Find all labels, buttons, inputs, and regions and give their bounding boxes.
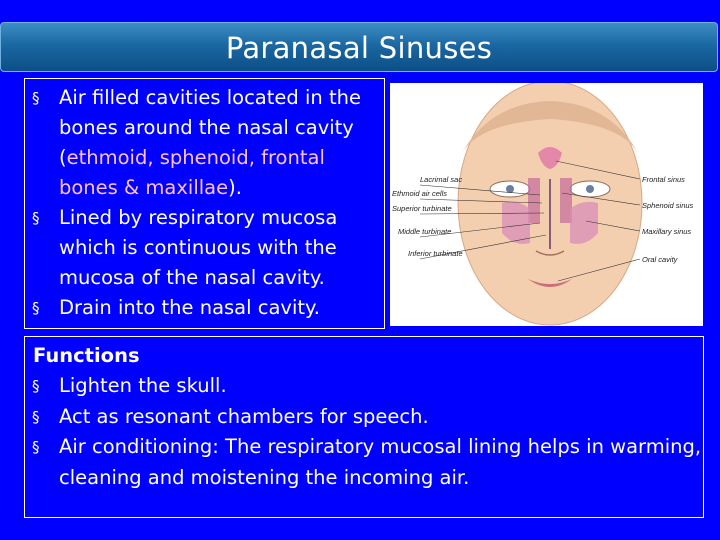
bones-highlight: ethmoid, sphenoid, frontal bones & maxillae [59,146,325,199]
label-oral-cavity: Oral cavity [642,255,678,264]
function-text: Air conditioning: The respiratory mucosal lining helps in warming, cleaning and moistening the incoming air. [59,435,702,489]
functions-heading: Functions [33,344,140,367]
sinus-illustration [390,83,703,326]
bullet-text: located [226,86,299,109]
label-lacrimal-sac: Lacrimal sac [420,175,463,184]
face-sinus-diagram-icon [390,83,703,326]
label-ethmoid-air-cells: Ethmoid air cells [392,189,448,198]
bullet-icon: § [32,299,40,317]
title-bar [0,22,718,72]
bullet-text: Air filled cavities [59,86,227,109]
intro-box [24,78,385,329]
label-sphenoid-sinus: Sphenoid sinus [642,201,694,210]
bullet-icon: § [32,377,40,395]
label-maxillary-sinus: Maxillary sinus [642,227,692,236]
function-item [25,371,703,402]
label-frontal-sinus: Frontal sinus [642,175,685,184]
bullet-icon: § [32,209,40,227]
functions-list [25,371,703,493]
bullet-text: ). [228,176,242,199]
function-item [25,432,703,493]
bullet-text: Lined by respiratory mucosa which is continuous with the mucosa of the nasal cavity. [59,206,338,289]
bullet-icon: § [32,407,40,426]
label-superior-turbinate: Superior turbinate [392,204,452,213]
slide-title: Paranasal Sinuses [225,31,493,65]
label-inferior-turbinate: Inferior turbinate [408,249,463,258]
function-text: Act as resonant chambers for speech. [59,404,429,428]
bullet-text: in the bones around the nasal cavity ( [59,86,361,169]
function-item [25,402,703,433]
intro-bullet-list [25,79,384,323]
bullet-text: Drain into the nasal cavity. [59,296,320,319]
label-middle-turbinate: Middle turbinate [398,227,452,236]
intro-bullet-3 [25,293,384,323]
function-text: Lighten the skull. [59,374,227,397]
intro-bullet-2 [25,203,384,293]
intro-bullet-1 [25,83,384,203]
bullet-icon: § [32,438,40,456]
bullet-icon: § [32,89,40,107]
functions-box [24,336,704,518]
